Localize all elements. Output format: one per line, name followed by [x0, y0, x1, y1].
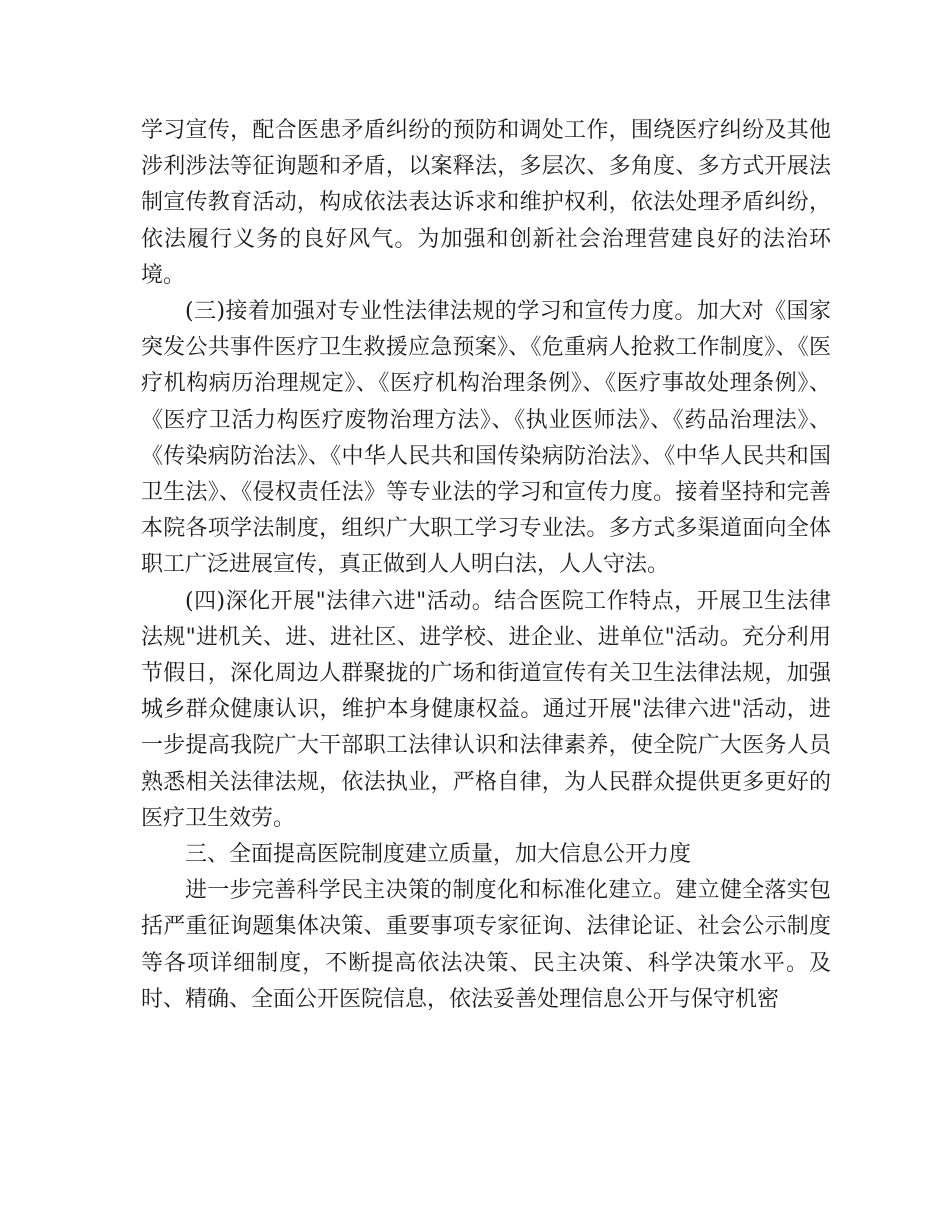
paragraph-2: (三)接着加强对专业性法律法规的学习和宣传力度。加大对《国家突发公共事件医疗卫生救援应急预案》、《危重病人抢救工作制度》、《医疗机构病历治理规定》、《医疗机构治理条例》、《医疗事故处理条例》、《医疗卫活力构医疗废物治理方法》、《执业医师法》、《药品治理法》、《传染病防治法》、《中华人民共和国传染病防治法》、《中华人民共和国卫生法》、《侵权责任法》等专业法的学习和宣传力度。接着坚持和完善本院各项学法制度，组织广大职工学习专业法。多方式多渠道面向全体职工广泛进展宣传，真正做到人人明白法，人人守法。 — [141, 299, 831, 578]
paragraph-4: 进一步完善科学民主决策的制度化和标准化建立。建立健全落实包括严重征询题集体决策、重要事项专家征询、法律论证、社会公示制度等各项详细制度，不断提高依法决策、民主决策、科学决策水平。及时、精确、全面公开医院信息，依法妥善处理信息公开与保守机密 — [141, 878, 831, 1012]
paragraph-1: 学习宣传，配合医患矛盾纠纷的预防和调处工作，围绕医疗纠纷及其他涉利涉法等征询题和矛盾，以案释法，多层次、多角度、多方式开展法制宣传教育活动，构成依法表达诉求和维护权利，依法处理矛盾纠纷，依法履行义务的良好风气。为加强和创新社会治理营建良好的法治环境。 — [141, 118, 831, 288]
body-text — [141, 113, 831, 1018]
paragraph-3: (四)深化开展"法律六进"活动。结合医院工作特点，开展卫生法律法规"进机关、进、进社区、进学校、进企业、进单位"活动。充分利用节假日，深化周边人群聚拢的广场和街道宣传有关卫生法律法规，加强城乡群众健康认识，维护本身健康权益。通过开展"法律六进"活动，进一步提高我院广大干部职工法律认识和法律素养，使全院广大医务人员熟悉相关法律法规，依法执业，严格自律，为人民群众提供更多更好的医疗卫生效劳。 — [141, 588, 831, 831]
section-heading: 三、全面提高医院制度建立质量，加大信息公开力度 — [185, 842, 692, 868]
